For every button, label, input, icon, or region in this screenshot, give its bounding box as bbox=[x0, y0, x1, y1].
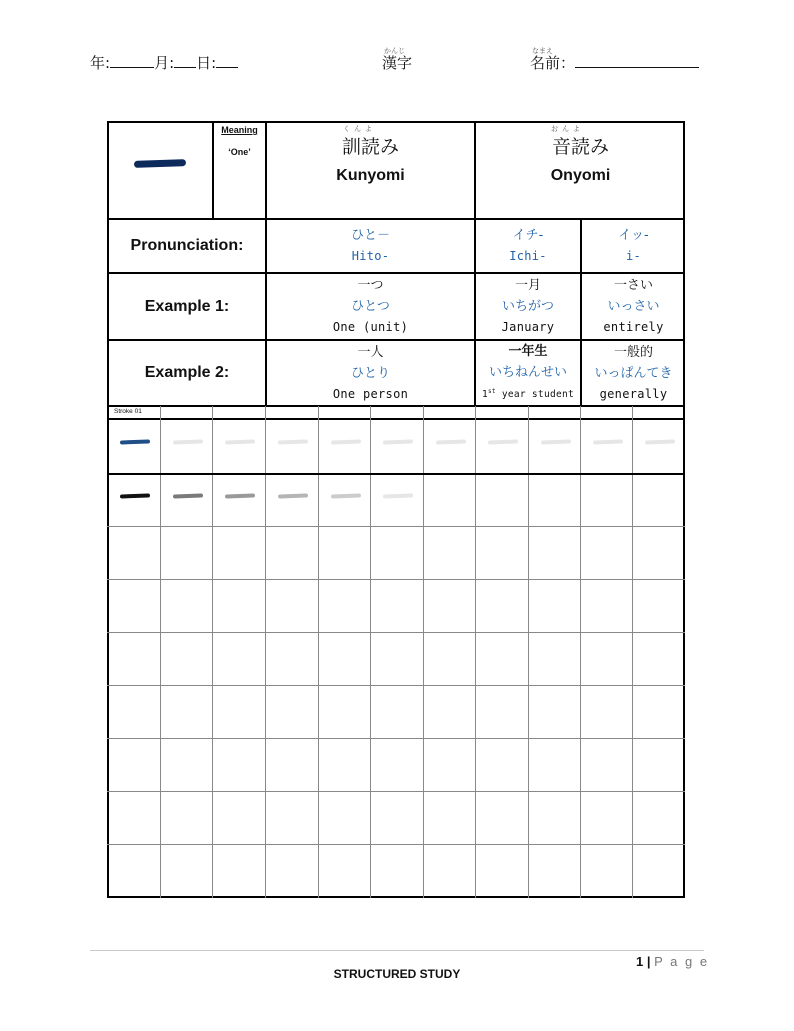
example1-on1-cell bbox=[476, 274, 580, 339]
example2-kun-cell bbox=[267, 341, 474, 405]
grid-line bbox=[107, 526, 685, 527]
example-reading: ひとり bbox=[350, 365, 390, 381]
name-label: 名前： bbox=[530, 54, 576, 72]
pronunciation-kun-cell bbox=[267, 220, 474, 272]
name-field-group bbox=[530, 52, 699, 73]
onyomi-ruby: おんよ bbox=[551, 125, 584, 133]
example-reading: ひとつ bbox=[351, 299, 390, 314]
row-divider bbox=[107, 418, 685, 420]
example-word: 一人 bbox=[357, 344, 384, 360]
example-word: 一年生 bbox=[508, 344, 548, 360]
pronunciation-on2-cell bbox=[582, 220, 685, 272]
month-label: 月: bbox=[154, 54, 175, 72]
row-divider bbox=[107, 405, 685, 407]
example-reading: いちねんせい bbox=[488, 365, 567, 381]
example-reading: いっぱんてき bbox=[594, 365, 673, 381]
example2-label: Example 2: bbox=[144, 364, 230, 381]
footer-divider bbox=[90, 950, 704, 951]
kunyomi-jp: 訓読み bbox=[341, 135, 399, 158]
on2-kana: イッ- bbox=[618, 228, 649, 243]
meaning-label: Meaning bbox=[221, 125, 258, 135]
kanji-title: 漢字 bbox=[382, 54, 413, 72]
grid-line bbox=[107, 791, 685, 792]
on2-romaji: i- bbox=[625, 249, 642, 263]
name-field[interactable] bbox=[575, 53, 699, 68]
on1-romaji: Ichi- bbox=[509, 249, 547, 263]
pronunciation-on1-cell bbox=[476, 220, 580, 272]
kun-romaji: Hito- bbox=[351, 249, 390, 263]
grid-line bbox=[528, 406, 529, 898]
year-field[interactable] bbox=[110, 53, 154, 68]
grid-line bbox=[160, 406, 161, 898]
name-ruby: なまえ bbox=[532, 47, 553, 55]
example-reading: いっさい bbox=[607, 299, 660, 314]
example-english: January bbox=[501, 320, 555, 334]
example-english: generally bbox=[599, 386, 668, 401]
grid-line bbox=[107, 579, 685, 580]
grid-line bbox=[580, 406, 581, 898]
grid-line bbox=[107, 473, 685, 475]
example-word: 一つ bbox=[357, 278, 384, 293]
pronunciation-label: Pronunciation: bbox=[130, 237, 244, 254]
month-field[interactable] bbox=[174, 53, 196, 68]
grid-line bbox=[632, 406, 633, 898]
grid-line bbox=[265, 406, 266, 898]
grid-line bbox=[107, 632, 685, 633]
grid-line bbox=[107, 844, 685, 845]
example1-on2-cell bbox=[582, 274, 685, 339]
example2-on2-cell bbox=[582, 341, 685, 405]
grid-line bbox=[212, 406, 213, 898]
example2-on1-cell bbox=[476, 341, 580, 405]
example-word: 一月 bbox=[514, 278, 541, 293]
grid-line bbox=[107, 738, 685, 739]
year-label: 年: bbox=[90, 54, 111, 72]
kunyomi-ruby: くんよ bbox=[343, 125, 376, 133]
example-word: 一さい bbox=[613, 278, 653, 293]
example-reading: いちがつ bbox=[501, 299, 554, 314]
grid-line bbox=[370, 406, 371, 898]
example-word: 一般的 bbox=[613, 344, 653, 360]
onyomi-en: Onyomi bbox=[550, 167, 611, 184]
page-number: 1 | P a g e bbox=[636, 954, 710, 969]
kunyomi-en: Kunyomi bbox=[336, 167, 405, 184]
grid-line bbox=[318, 406, 319, 898]
grid-line bbox=[107, 685, 685, 686]
grid-line bbox=[475, 406, 476, 898]
example-english: One (unit) bbox=[332, 320, 409, 334]
meaning-value: ‘One’ bbox=[228, 147, 251, 157]
footer-title: STRUCTURED STUDY bbox=[333, 967, 461, 981]
kun-kana: ひと－ bbox=[350, 228, 390, 243]
example-english: One person bbox=[332, 386, 409, 401]
example-english: entirely bbox=[603, 320, 664, 334]
on1-kana: イチ- bbox=[512, 228, 544, 243]
example-english: 1st year student bbox=[481, 388, 575, 401]
grid-line bbox=[423, 406, 424, 898]
stroke-label: Stroke 01 bbox=[114, 408, 142, 415]
day-label: 日: bbox=[196, 54, 217, 72]
date-fields bbox=[90, 52, 238, 73]
example1-label: Example 1: bbox=[144, 297, 230, 315]
col-divider bbox=[212, 121, 214, 219]
kanji-ruby: かんじ bbox=[384, 47, 405, 55]
day-field[interactable] bbox=[216, 53, 238, 68]
onyomi-jp: 音読み bbox=[551, 135, 609, 158]
example1-kun-cell bbox=[267, 274, 474, 339]
